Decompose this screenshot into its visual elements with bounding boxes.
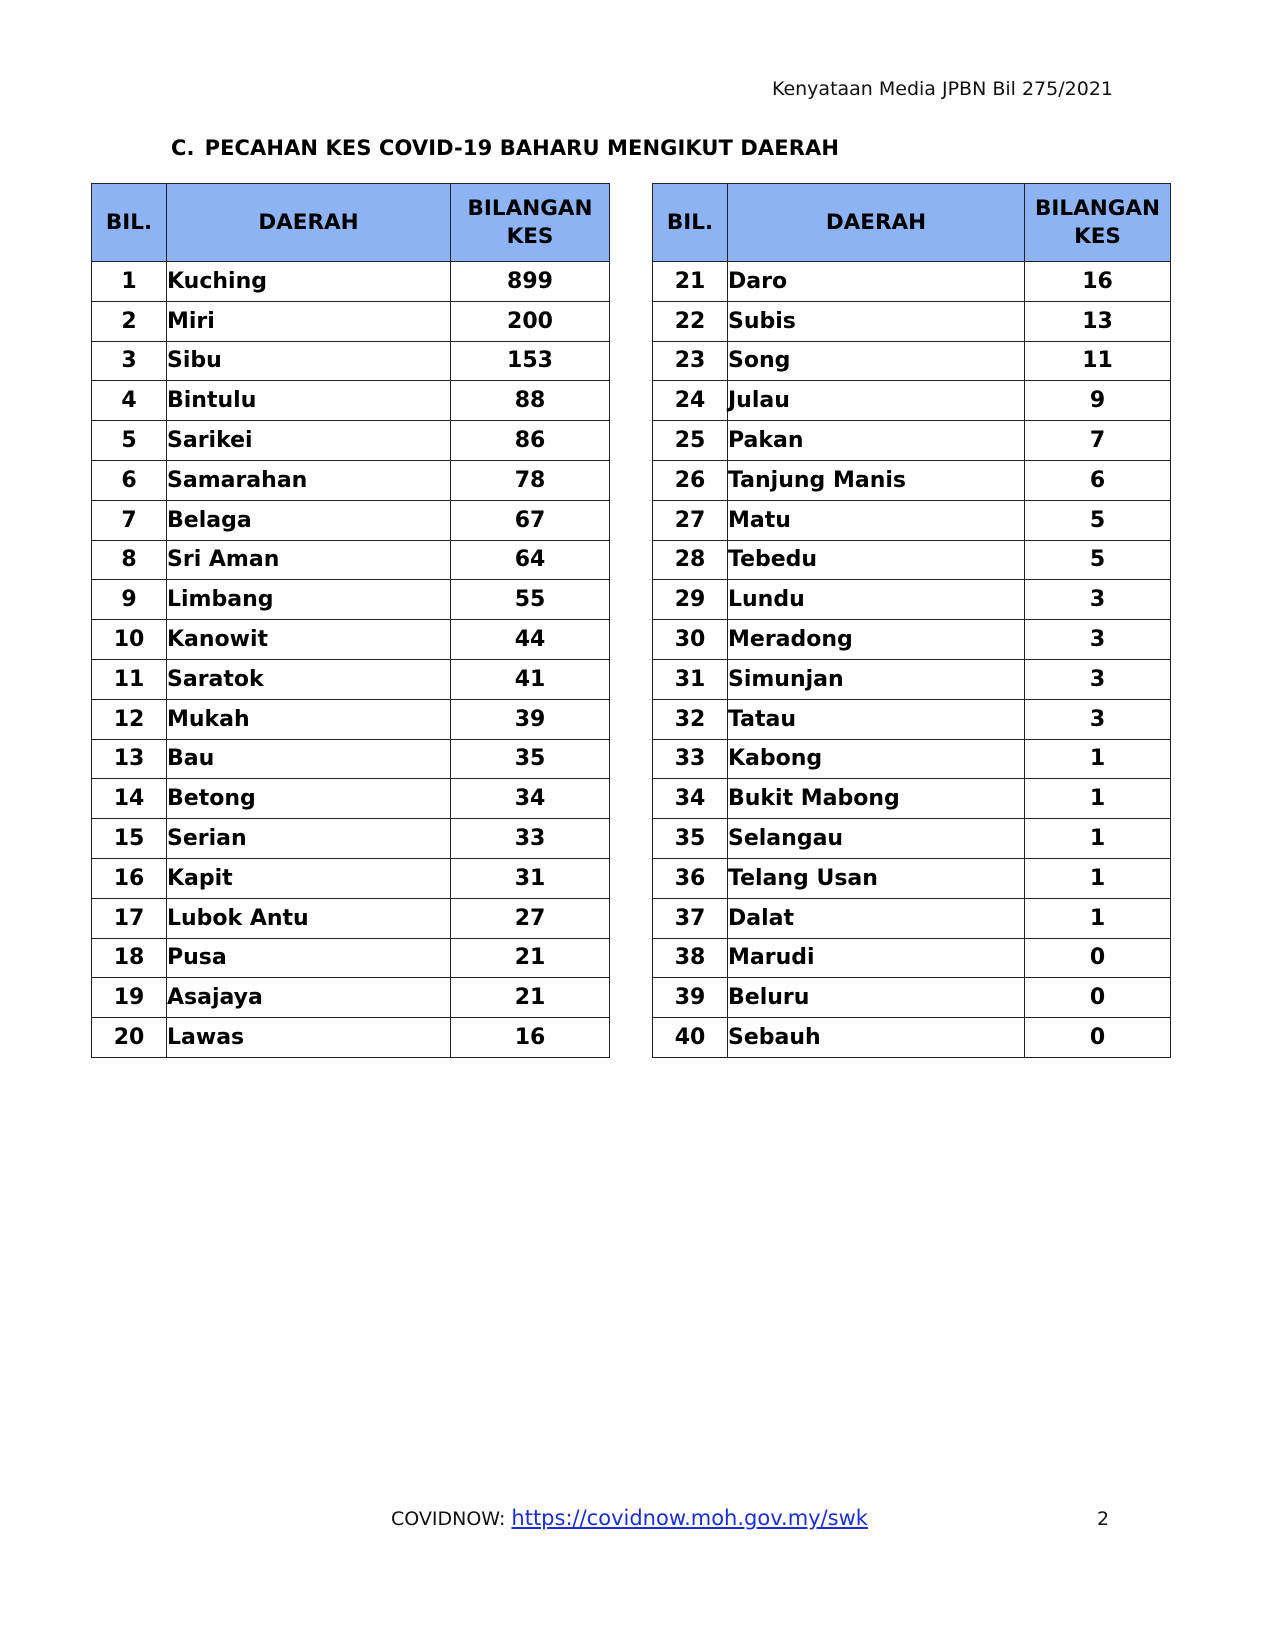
row-bil: 37 [653,898,728,938]
district-table-right [652,183,1171,1058]
section-title [171,136,839,160]
row-daerah: Asajaya [167,978,451,1018]
row-daerah: Mukah [167,699,451,739]
table-row [653,620,1171,660]
table-row [92,421,610,461]
row-kes: 55 [451,580,610,620]
row-kes: 16 [451,1018,610,1058]
row-daerah: Simunjan [728,659,1025,699]
row-daerah: Sibu [167,341,451,381]
row-bil: 28 [653,540,728,580]
row-kes: 78 [451,460,610,500]
table-row [653,500,1171,540]
row-bil: 5 [92,421,167,461]
table-row [92,460,610,500]
row-daerah: Dalat [728,898,1025,938]
table-row [653,540,1171,580]
table-row [92,262,610,302]
row-kes: 1 [1025,898,1171,938]
covidnow-link[interactable]: https://covidnow.moh.gov.my/swk [511,1506,868,1530]
row-bil: 21 [653,262,728,302]
row-bil: 26 [653,460,728,500]
table-row [653,898,1171,938]
row-daerah: Tatau [728,699,1025,739]
table-row [92,978,610,1018]
row-bil: 29 [653,580,728,620]
row-daerah: Beluru [728,978,1025,1018]
row-daerah: Kanowit [167,620,451,660]
row-daerah: Tebedu [728,540,1025,580]
row-daerah: Sri Aman [167,540,451,580]
header-bil: BIL. [92,184,167,262]
row-daerah: Tanjung Manis [728,460,1025,500]
header-bilangan-line1: BILANGAN [467,195,593,221]
table-row [653,938,1171,978]
table-row [653,262,1171,302]
table-row [92,938,610,978]
table-row [92,1018,610,1058]
table-header-row [653,184,1171,262]
row-kes: 7 [1025,421,1171,461]
row-kes: 39 [451,699,610,739]
row-daerah: Saratok [167,659,451,699]
row-daerah: Subis [728,301,1025,341]
row-kes: 64 [451,540,610,580]
row-bil: 34 [653,779,728,819]
row-bil: 8 [92,540,167,580]
row-kes: 3 [1025,620,1171,660]
row-bil: 23 [653,341,728,381]
row-bil: 36 [653,858,728,898]
row-daerah: Marudi [728,938,1025,978]
row-kes: 9 [1025,381,1171,421]
table-row [653,659,1171,699]
row-daerah: Kuching [167,262,451,302]
row-kes: 3 [1025,699,1171,739]
row-daerah: Kabong [728,739,1025,779]
table-body-left [92,262,610,1058]
row-bil: 4 [92,381,167,421]
row-kes: 31 [451,858,610,898]
row-daerah: Lawas [167,1018,451,1058]
header-daerah: DAERAH [728,184,1025,262]
row-kes: 13 [1025,301,1171,341]
footer [391,1506,868,1530]
table-row [92,580,610,620]
table-row [653,421,1171,461]
row-bil: 39 [653,978,728,1018]
row-kes: 3 [1025,580,1171,620]
row-kes: 21 [451,938,610,978]
row-daerah: Bintulu [167,381,451,421]
row-bil: 12 [92,699,167,739]
row-bil: 27 [653,500,728,540]
row-daerah: Sarikei [167,421,451,461]
row-daerah: Serian [167,819,451,859]
table-row [92,500,610,540]
row-daerah: Meradong [728,620,1025,660]
row-kes: 899 [451,262,610,302]
table-row [653,819,1171,859]
row-daerah: Pakan [728,421,1025,461]
row-daerah: Lundu [728,580,1025,620]
district-table-left [91,183,610,1058]
document-reference: Kenyataan Media JPBN Bil 275/2021 [771,78,1113,100]
row-bil: 18 [92,938,167,978]
row-bil: 14 [92,779,167,819]
table-row [653,739,1171,779]
row-bil: 13 [92,739,167,779]
header-bilangan-line2: KES [1074,223,1121,249]
row-daerah: Lubok Antu [167,898,451,938]
header-bil: BIL. [653,184,728,262]
row-daerah: Bukit Mabong [728,779,1025,819]
row-bil: 30 [653,620,728,660]
row-kes: 21 [451,978,610,1018]
row-kes: 27 [451,898,610,938]
row-bil: 25 [653,421,728,461]
table-row [92,540,610,580]
row-bil: 31 [653,659,728,699]
row-bil: 2 [92,301,167,341]
row-kes: 67 [451,500,610,540]
row-kes: 200 [451,301,610,341]
table-row [653,1018,1171,1058]
row-bil: 33 [653,739,728,779]
row-kes: 0 [1025,1018,1171,1058]
row-daerah: Selangau [728,819,1025,859]
row-kes: 5 [1025,540,1171,580]
row-bil: 19 [92,978,167,1018]
row-bil: 1 [92,262,167,302]
row-daerah: Sebauh [728,1018,1025,1058]
row-bil: 17 [92,898,167,938]
row-daerah: Limbang [167,580,451,620]
row-bil: 11 [92,659,167,699]
row-kes: 1 [1025,819,1171,859]
row-kes: 6 [1025,460,1171,500]
header-daerah: DAERAH [167,184,451,262]
table-row [653,858,1171,898]
row-kes: 1 [1025,779,1171,819]
header-bilangan-line2: KES [506,223,554,249]
row-daerah: Betong [167,779,451,819]
row-kes: 1 [1025,739,1171,779]
table-row [92,620,610,660]
row-daerah: Pusa [167,938,451,978]
row-kes: 44 [451,620,610,660]
row-daerah: Julau [728,381,1025,421]
table-row [92,699,610,739]
row-kes: 0 [1025,978,1171,1018]
row-kes: 86 [451,421,610,461]
row-daerah: Telang Usan [728,858,1025,898]
row-daerah: Miri [167,301,451,341]
row-kes: 41 [451,659,610,699]
table-row [92,898,610,938]
row-kes: 1 [1025,858,1171,898]
row-bil: 24 [653,381,728,421]
row-bil: 10 [92,620,167,660]
row-daerah: Bau [167,739,451,779]
row-bil: 3 [92,341,167,381]
row-kes: 153 [451,341,610,381]
row-bil: 16 [92,858,167,898]
row-daerah: Song [728,341,1025,381]
table-row [653,779,1171,819]
row-kes: 33 [451,819,610,859]
header-bilangan-line1: BILANGAN [1034,195,1160,221]
table-row [653,381,1171,421]
row-bil: 22 [653,301,728,341]
row-kes: 11 [1025,341,1171,381]
row-bil: 9 [92,580,167,620]
table-body-right [653,262,1171,1058]
row-bil: 32 [653,699,728,739]
row-daerah: Samarahan [167,460,451,500]
section-letter: C. [171,136,195,160]
header-bilangan-kes [1025,184,1171,262]
table-header-row [92,184,610,262]
table-row [92,779,610,819]
row-kes: 88 [451,381,610,421]
table-row [92,341,610,381]
footer-prefix: COVIDNOW: [391,1508,512,1530]
row-daerah: Kapit [167,858,451,898]
table-row [653,978,1171,1018]
table-row [92,739,610,779]
table-row [92,659,610,699]
table-row [653,460,1171,500]
row-kes: 35 [451,739,610,779]
table-row [653,301,1171,341]
row-daerah: Daro [728,262,1025,302]
row-bil: 6 [92,460,167,500]
page-number: 2 [1097,1508,1110,1530]
row-bil: 35 [653,819,728,859]
row-kes: 16 [1025,262,1171,302]
table-row [92,301,610,341]
table-row [92,858,610,898]
table-row [92,819,610,859]
row-bil: 15 [92,819,167,859]
row-kes: 3 [1025,659,1171,699]
row-kes: 5 [1025,500,1171,540]
table-row [92,381,610,421]
row-daerah: Belaga [167,500,451,540]
table-row [653,699,1171,739]
section-title-text: PECAHAN KES COVID-19 BAHARU MENGIKUT DAERAH [204,136,840,160]
row-bil: 20 [92,1018,167,1058]
row-bil: 40 [653,1018,728,1058]
header-bilangan-kes [451,184,610,262]
row-kes: 34 [451,779,610,819]
row-kes: 0 [1025,938,1171,978]
row-bil: 7 [92,500,167,540]
row-daerah: Matu [728,500,1025,540]
table-row [653,341,1171,381]
table-row [653,580,1171,620]
row-bil: 38 [653,938,728,978]
